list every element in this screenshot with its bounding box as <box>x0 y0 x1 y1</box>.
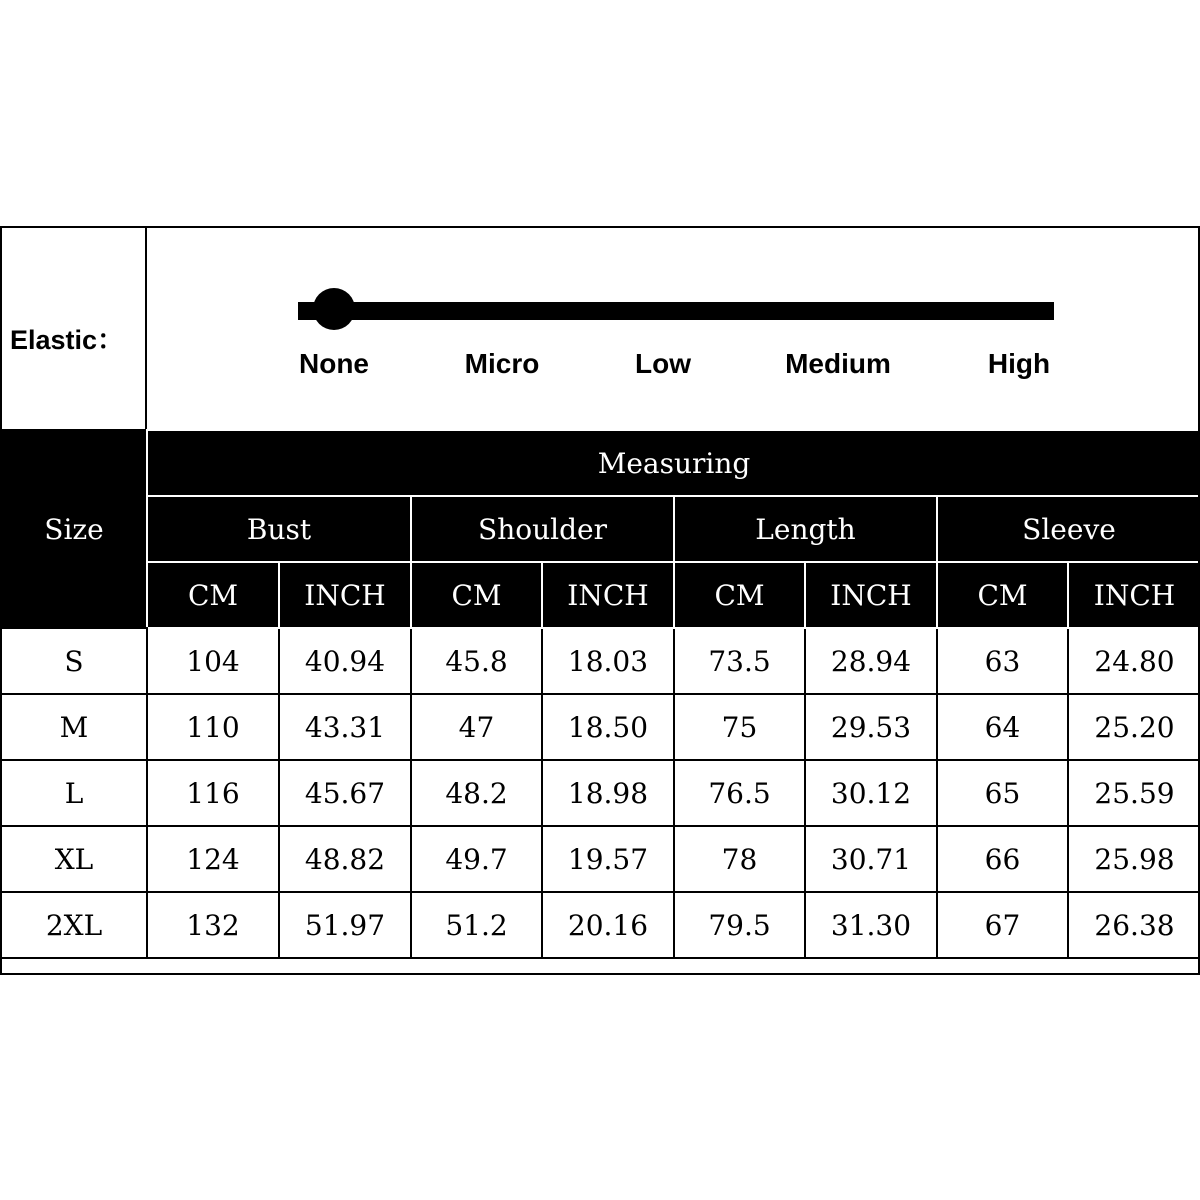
unit-header-cm: CM <box>147 562 279 628</box>
sleeve-header: Sleeve <box>937 496 1200 562</box>
measurement-cell: 75 <box>674 694 805 760</box>
measurement-cell: 26.38 <box>1068 892 1200 958</box>
measurement-cell: 51.97 <box>279 892 411 958</box>
size-cell: M <box>1 694 147 760</box>
unit-header-cm: CM <box>937 562 1068 628</box>
measuring-header: Measuring <box>147 430 1200 496</box>
elastic-label: Elastic： <box>10 325 125 355</box>
measurement-cell: 19.57 <box>542 826 674 892</box>
unit-header-cm: CM <box>674 562 805 628</box>
measurement-cell: 30.12 <box>805 760 937 826</box>
measurement-cell: 65 <box>937 760 1068 826</box>
size-chart <box>0 226 1200 975</box>
size-cell: XL <box>1 826 147 892</box>
elastic-level-low: Low <box>635 348 691 379</box>
measurement-cell: 104 <box>147 628 279 694</box>
elastic-level-marker <box>313 288 355 330</box>
size-cell: L <box>1 760 147 826</box>
unit-header-inch: INCH <box>542 562 674 628</box>
elastic-level-medium: Medium <box>785 348 891 379</box>
measurement-cell: 47 <box>411 694 542 760</box>
measurement-cell: 28.94 <box>805 628 937 694</box>
size-table <box>0 429 1200 975</box>
measurement-cell: 30.71 <box>805 826 937 892</box>
measurement-cell: 45.67 <box>279 760 411 826</box>
measurement-cell: 48.82 <box>279 826 411 892</box>
bust-header: Bust <box>147 496 411 562</box>
table-row <box>1 826 1200 892</box>
measurement-cell: 45.8 <box>411 628 542 694</box>
measurement-cell: 48.2 <box>411 760 542 826</box>
unit-header-cm: CM <box>411 562 542 628</box>
elastic-scale-bar <box>298 302 1054 320</box>
measurement-cell: 51.2 <box>411 892 542 958</box>
measurement-cell: 67 <box>937 892 1068 958</box>
measurement-cell: 78 <box>674 826 805 892</box>
measurement-cell: 63 <box>937 628 1068 694</box>
elastic-scale <box>0 226 1200 430</box>
measurement-cell: 25.98 <box>1068 826 1200 892</box>
size-cell: S <box>1 628 147 694</box>
measurement-cell: 18.03 <box>542 628 674 694</box>
elastic-level-high: High <box>987 348 1051 379</box>
measurement-cell: 31.30 <box>805 892 937 958</box>
table-row <box>1 760 1200 826</box>
measurement-cell: 132 <box>147 892 279 958</box>
shoulder-header: Shoulder <box>411 496 674 562</box>
unit-header-inch: INCH <box>279 562 411 628</box>
measurement-cell: 49.7 <box>411 826 542 892</box>
measurement-cell: 40.94 <box>279 628 411 694</box>
measurement-cell: 110 <box>147 694 279 760</box>
measurement-cell: 18.50 <box>542 694 674 760</box>
measurement-cell: 73.5 <box>674 628 805 694</box>
table-row <box>1 892 1200 958</box>
measurement-cell: 18.98 <box>542 760 674 826</box>
length-header: Length <box>674 496 937 562</box>
size-cell: 2XL <box>1 892 147 958</box>
measurement-cell: 43.31 <box>279 694 411 760</box>
measurement-cell: 76.5 <box>674 760 805 826</box>
elastic-level-none: None <box>299 348 369 379</box>
size-column-header: Size <box>1 430 147 628</box>
unit-header-inch: INCH <box>1068 562 1200 628</box>
measurement-cell: 29.53 <box>805 694 937 760</box>
measurement-cell: 79.5 <box>674 892 805 958</box>
measurement-cell: 25.20 <box>1068 694 1200 760</box>
measurement-cell: 20.16 <box>542 892 674 958</box>
measurement-cell: 124 <box>147 826 279 892</box>
measurement-cell: 64 <box>937 694 1068 760</box>
measurement-cell: 66 <box>937 826 1068 892</box>
table-row <box>1 694 1200 760</box>
unit-header-inch: INCH <box>805 562 937 628</box>
elastic-divider <box>145 226 147 430</box>
measurement-cell: 24.80 <box>1068 628 1200 694</box>
measurement-cell: 116 <box>147 760 279 826</box>
measurement-cell: 25.59 <box>1068 760 1200 826</box>
elastic-level-micro: Micro <box>464 348 540 379</box>
table-row <box>1 628 1200 694</box>
